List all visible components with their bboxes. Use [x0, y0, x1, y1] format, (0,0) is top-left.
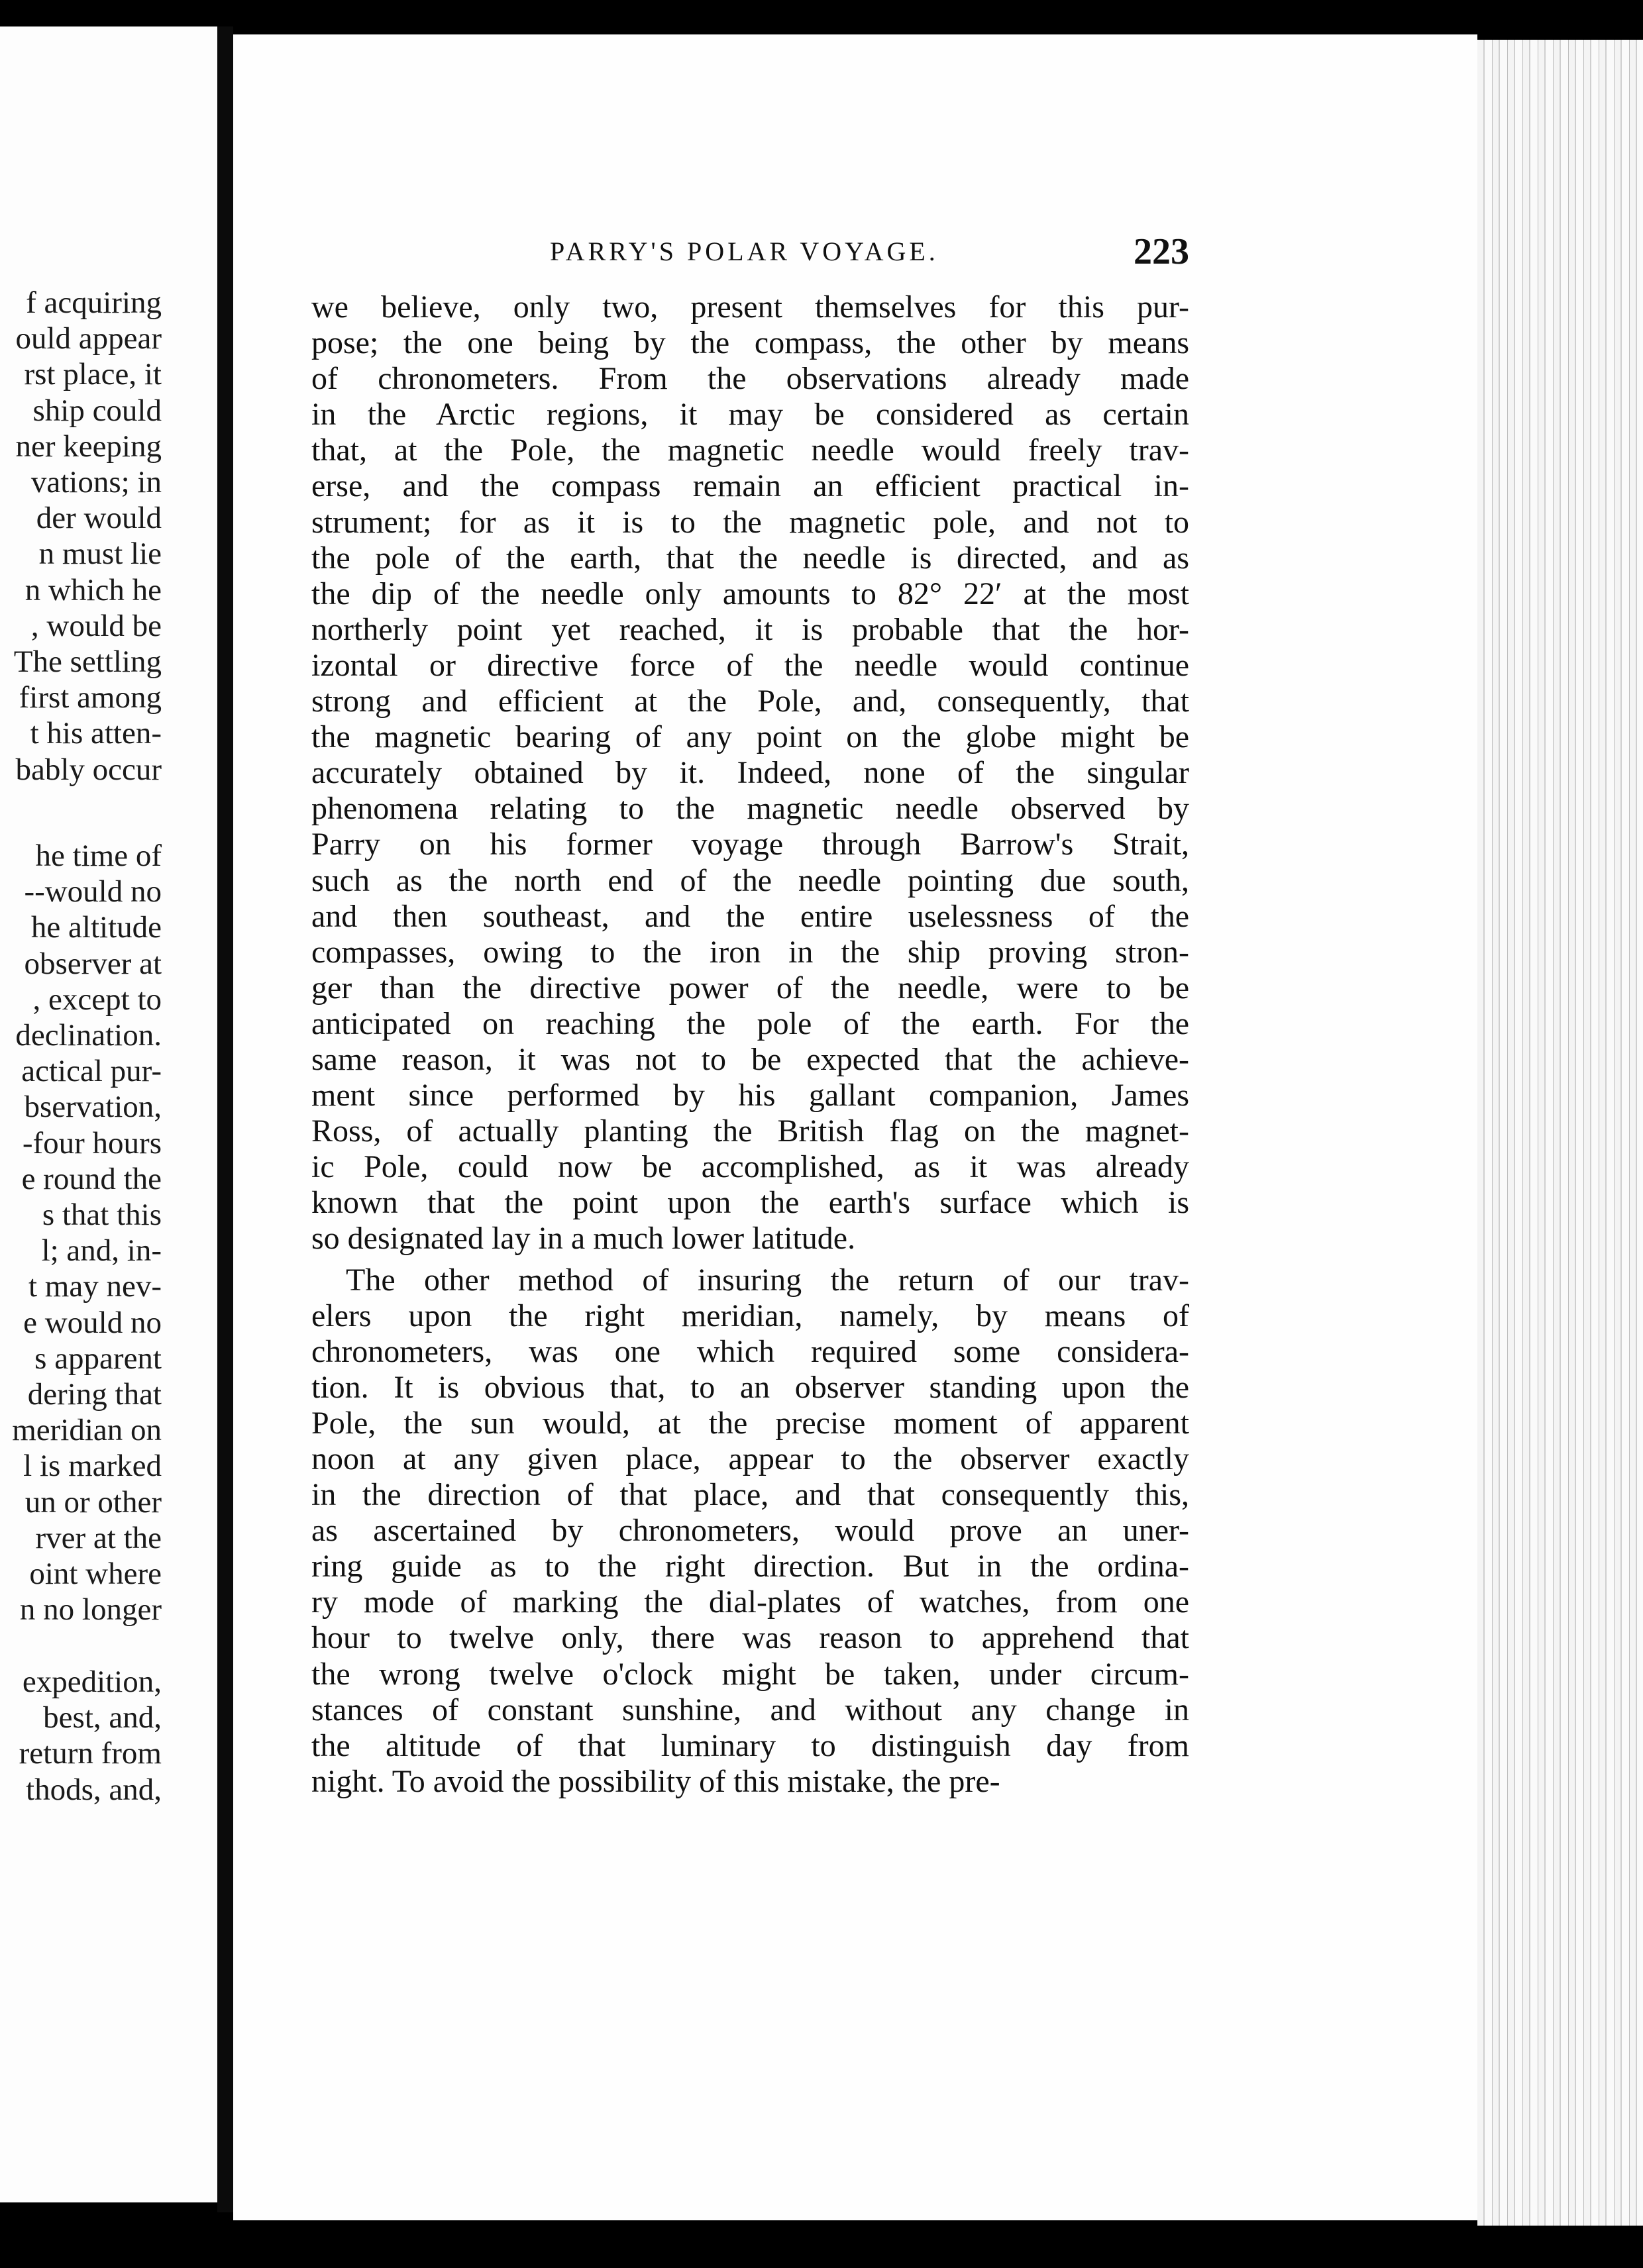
text-line: ment since performed by his gallant companion, James: [311, 1078, 1189, 1113]
text-line: the altitude of that luminary to distinguish day from: [311, 1727, 1189, 1763]
text-line: stances of constant sunshine, and without any change in: [311, 1692, 1189, 1727]
text-line: ry mode of marking the dial-plates of watches, from one: [311, 1584, 1189, 1620]
left-page-line: n no longer: [19, 1592, 162, 1627]
left-page-line: return from: [19, 1736, 162, 1771]
text-line: ring guide as to the right direction. But in the ordina-: [311, 1549, 1189, 1584]
left-page-line: un or other: [25, 1484, 162, 1520]
text-line: that, at the Pole, the magnetic needle would freely trav-: [311, 433, 1189, 468]
text-line: the wrong twelve o'clock might be taken, under circum-: [311, 1656, 1189, 1692]
left-page-line: t may nev-: [28, 1269, 162, 1304]
text-line: Parry on his former voyage through Barrow's Strait,: [311, 827, 1189, 862]
left-page-line: , would be: [30, 608, 162, 643]
left-page-line: s that this: [42, 1198, 162, 1232]
text-line: The other method of insuring the return of our trav-: [346, 1262, 1189, 1298]
text-line: in the direction of that place, and that consequently this,: [311, 1477, 1189, 1513]
text-line: the magnetic bearing of any point on the globe might be: [311, 719, 1189, 755]
left-page-line: , except to: [32, 982, 162, 1017]
left-page-line: ship could: [32, 393, 162, 428]
left-page-line: actical pur-: [21, 1054, 162, 1089]
text-line: phenomena relating to the magnetic needle observed by: [311, 791, 1189, 827]
text-line: so designated lay in a much lower latitude.: [311, 1221, 856, 1257]
text-line: anticipated on reaching the pole of the earth. For the: [311, 1005, 1189, 1041]
text-line: such as the north end of the needle pointing due south,: [311, 862, 1189, 898]
left-page-line: vations; in: [30, 465, 162, 499]
left-page-line: expedition,: [22, 1665, 162, 1699]
text-line: known that the point upon the earth's surface which is: [311, 1185, 1189, 1221]
left-page-line: t his atten-: [30, 716, 162, 751]
left-page-line: --would no: [24, 874, 162, 909]
left-page-line: l; and, in-: [41, 1233, 162, 1268]
text-line: tion. It is obvious that, to an observer standing upon the: [311, 1369, 1189, 1405]
page-edges: [1477, 40, 1643, 2226]
left-page-line: bably occur: [15, 752, 162, 787]
body-text: [311, 289, 1189, 1800]
book-gutter: [217, 26, 233, 2212]
text-line: strong and efficient at the Pole, and, consequently, that: [311, 684, 1189, 719]
text-line: Pole, the sun would, at the precise moment of apparent: [311, 1405, 1189, 1441]
left-page-line: he altitude: [30, 910, 162, 945]
left-page-line: rst place, it: [24, 357, 162, 392]
left-page-line: ner keeping: [15, 429, 162, 464]
left-page-line: meridian on: [12, 1413, 162, 1448]
running-title: PARRY'S POLAR VOYAGE.: [550, 236, 939, 266]
text-line: strument; for as it is to the magnetic pole, and not to: [311, 504, 1189, 540]
text-line: of chronometers. From the observations already made: [311, 361, 1189, 397]
left-page-line: oint where: [29, 1557, 162, 1591]
text-line: pose; the one being by the compass, the other by means: [311, 325, 1189, 361]
left-page: [0, 26, 217, 2202]
text-line: izontal or directive force of the needle would continue: [311, 647, 1189, 683]
text-line: noon at any given place, appear to the observer exactly: [311, 1441, 1189, 1476]
text-line: hour to twelve only, there was reason to apprehend that: [311, 1620, 1189, 1656]
text-line: night. To avoid the possibility of this mistake, the pre-: [311, 1763, 1000, 1799]
left-page-line: s apparent: [34, 1341, 162, 1376]
text-line: as ascertained by chronometers, would prove an uner-: [311, 1513, 1189, 1549]
text-line: Ross, of actually planting the British flag on the magnet-: [311, 1113, 1189, 1149]
left-page-line: n which he: [25, 572, 162, 607]
left-page-line: bservation,: [24, 1090, 162, 1125]
left-page-line: e round the: [21, 1161, 162, 1196]
text-line: and then southeast, and the entire uselessness of the: [311, 898, 1189, 934]
left-page-line: thods, and,: [26, 1772, 162, 1807]
text-line: ic Pole, could now be accomplished, as it was already: [311, 1149, 1189, 1185]
left-page-line: f acquiring: [26, 285, 162, 320]
text-line: we believe, only two, present themselves for this pur-: [311, 289, 1189, 325]
left-page-line: declination.: [15, 1018, 162, 1053]
text-line: chronometers, was one which required some considera-: [311, 1333, 1189, 1369]
left-page-line: he time of: [35, 839, 162, 873]
left-page-line: first among: [19, 680, 162, 715]
text-line: northerly point yet reached, it is probable that the hor-: [311, 611, 1189, 647]
text-line: in the Arctic regions, it may be considered as certain: [311, 397, 1189, 433]
text-line: elers upon the right meridian, namely, by means of: [311, 1298, 1189, 1333]
text-line: ger than the directive power of the needle, were to be: [311, 970, 1189, 1005]
left-page-line: e would no: [23, 1305, 162, 1340]
left-page-line: ould appear: [15, 321, 162, 356]
left-page-line: l is marked: [23, 1449, 162, 1484]
text-line: the pole of the earth, that the needle is directed, and as: [311, 540, 1189, 576]
text-line: erse, and the compass remain an efficient practical in-: [311, 468, 1189, 504]
left-page-line: dering that: [27, 1377, 162, 1412]
left-page-line: -four hours: [22, 1125, 162, 1160]
page-header: [311, 229, 1189, 275]
page-number: 223: [1134, 231, 1189, 272]
paragraph-2: [311, 1263, 1189, 1800]
text-line: same reason, it was not to be expected that the achieve-: [311, 1041, 1189, 1077]
left-page-line: rver at the: [35, 1520, 162, 1555]
text-line: compasses, owing to the iron in the ship proving stron-: [311, 934, 1189, 970]
left-page-line: der would: [36, 501, 162, 536]
paragraph-1: [311, 289, 1189, 1257]
left-page-line: observer at: [24, 946, 162, 981]
left-page-line: n must lie: [38, 537, 162, 572]
text-line: the dip of the needle only amounts to 82° 22′ at the most: [311, 576, 1189, 611]
left-page-line: The settling: [13, 644, 162, 679]
left-page-line: best, and,: [43, 1700, 162, 1735]
text-line: accurately obtained by it. Indeed, none of the singular: [311, 755, 1189, 791]
